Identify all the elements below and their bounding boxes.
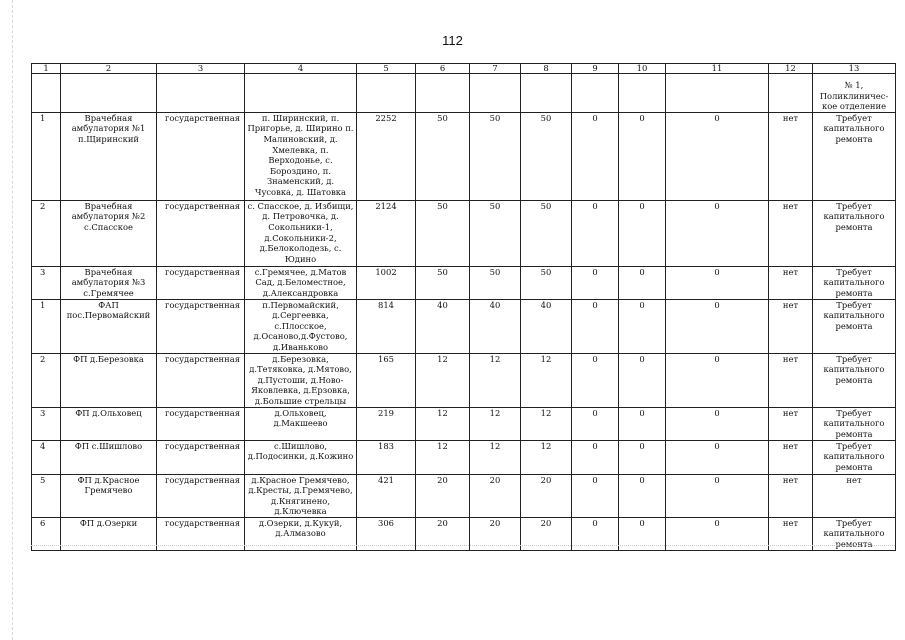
value-col6: 12 xyxy=(416,440,470,474)
value-col8: 20 xyxy=(521,474,572,517)
footer-rule xyxy=(31,545,895,546)
value-col12: нет xyxy=(769,266,813,299)
page-number: 112 xyxy=(442,33,463,48)
value-col11: 0 xyxy=(666,200,769,266)
row-number: 3 xyxy=(32,407,61,440)
served-settlements: п.Первомайский, д.Сергеевка, с.Плосское, д.Осаново,д.Фустово, д.Иваньково xyxy=(245,299,357,353)
table-row xyxy=(32,112,896,200)
facility-name: ФП д.Ольховец xyxy=(61,407,157,440)
value-col9: 0 xyxy=(572,407,619,440)
table-row xyxy=(32,353,896,407)
value-col8: 12 xyxy=(521,353,572,407)
building-condition: нет xyxy=(813,474,896,517)
population-served: 306 xyxy=(357,517,416,550)
value-col8: 12 xyxy=(521,407,572,440)
value-col12: нет xyxy=(769,112,813,200)
value-col7: 50 xyxy=(470,112,521,200)
value-col6: 12 xyxy=(416,353,470,407)
population-served: 219 xyxy=(357,407,416,440)
ownership-type: государственная xyxy=(157,517,245,550)
building-condition: Требует капитального ремонта xyxy=(813,266,896,299)
facility-name: ФАП пос.Первомайский xyxy=(61,299,157,353)
value-col10: 0 xyxy=(619,299,666,353)
column-number: 9 xyxy=(572,64,619,74)
value-col12: нет xyxy=(769,353,813,407)
column-number: 6 xyxy=(416,64,470,74)
value-col8: 50 xyxy=(521,112,572,200)
served-settlements: д.Красное Гремячево, д.Кресты, д.Гремячево, д.Княгинено, д.Ключевка xyxy=(245,474,357,517)
building-condition: Требует капитального ремонта xyxy=(813,353,896,407)
value-col9: 0 xyxy=(572,112,619,200)
table-row xyxy=(32,200,896,266)
value-col12: нет xyxy=(769,407,813,440)
value-col7: 50 xyxy=(470,200,521,266)
served-settlements: п. Ширинский, п. Пригорье, д. Ширино п. Малиновский, д. Хмелевка, п. Верходонье, с. Бороздино, п. Знаменский, д. Чусовка, д. Шатовка xyxy=(245,112,357,200)
facilities-table xyxy=(31,63,896,551)
column-number-row xyxy=(32,64,896,74)
ownership-type: государственная xyxy=(157,474,245,517)
value-col10: 0 xyxy=(619,407,666,440)
value-col10: 0 xyxy=(619,353,666,407)
value-col12: нет xyxy=(769,200,813,266)
ownership-type: государственная xyxy=(157,407,245,440)
served-settlements: с.Шишлово, д.Подосинки, д.Кожино xyxy=(245,440,357,474)
value-col11: 0 xyxy=(666,112,769,200)
value-col11: 0 xyxy=(666,299,769,353)
value-col9: 0 xyxy=(572,517,619,550)
population-served: 2252 xyxy=(357,112,416,200)
served-settlements: с.Гремячее, д.Матов Сад, д.Беломестное, д.Александровка xyxy=(245,266,357,299)
row-number: 5 xyxy=(32,474,61,517)
column-number: 7 xyxy=(470,64,521,74)
value-col6: 50 xyxy=(416,112,470,200)
column-number: 2 xyxy=(61,64,157,74)
row-number: 1 xyxy=(32,112,61,200)
building-condition: Требует капитального ремонта xyxy=(813,112,896,200)
column-number: 5 xyxy=(357,64,416,74)
table-row xyxy=(32,440,896,474)
row-number: 2 xyxy=(32,200,61,266)
table-row xyxy=(32,407,896,440)
row-number: 3 xyxy=(32,266,61,299)
facility-name: Врачебная амбулатория №2 с.Спасское xyxy=(61,200,157,266)
ownership-type: государственная xyxy=(157,440,245,474)
value-col12: нет xyxy=(769,517,813,550)
section-row xyxy=(32,74,896,113)
building-condition: Требует капитального ремонта xyxy=(813,407,896,440)
value-col11: 0 xyxy=(666,266,769,299)
column-number: 4 xyxy=(245,64,357,74)
value-col10: 0 xyxy=(619,517,666,550)
ownership-type: государственная xyxy=(157,200,245,266)
page-margin-line xyxy=(12,0,13,640)
building-condition: Требует капитального ремонта xyxy=(813,517,896,550)
facility-name: Врачебная амбулатория №3 с.Гремячее xyxy=(61,266,157,299)
population-served: 421 xyxy=(357,474,416,517)
value-col9: 0 xyxy=(572,299,619,353)
facility-name: ФП д.Озерки xyxy=(61,517,157,550)
value-col10: 0 xyxy=(619,440,666,474)
ownership-type: государственная xyxy=(157,112,245,200)
population-served: 1002 xyxy=(357,266,416,299)
served-settlements: д.Ольховец, д.Макшеево xyxy=(245,407,357,440)
value-col12: нет xyxy=(769,440,813,474)
population-served: 2124 xyxy=(357,200,416,266)
table-row xyxy=(32,266,896,299)
value-col11: 0 xyxy=(666,353,769,407)
column-number: 1 xyxy=(32,64,61,74)
value-col7: 40 xyxy=(470,299,521,353)
value-col6: 20 xyxy=(416,517,470,550)
value-col8: 12 xyxy=(521,440,572,474)
building-condition: Требует капитального ремонта xyxy=(813,200,896,266)
value-col6: 40 xyxy=(416,299,470,353)
value-col11: 0 xyxy=(666,517,769,550)
ownership-type: государственная xyxy=(157,299,245,353)
value-col8: 50 xyxy=(521,266,572,299)
value-col10: 0 xyxy=(619,474,666,517)
column-number: 3 xyxy=(157,64,245,74)
value-col7: 12 xyxy=(470,353,521,407)
row-number: 2 xyxy=(32,353,61,407)
building-condition: Требует капитального ремонта xyxy=(813,440,896,474)
column-number: 11 xyxy=(666,64,769,74)
value-col12: нет xyxy=(769,299,813,353)
served-settlements: д.Березовка, д.Тетяковка, д.Мятово, д.Пустоши, д.Ново-Яковлевка, д.Ерзовка, д.Большие стрельцы xyxy=(245,353,357,407)
value-col7: 50 xyxy=(470,266,521,299)
value-col6: 50 xyxy=(416,266,470,299)
value-col8: 20 xyxy=(521,517,572,550)
row-number: 1 xyxy=(32,299,61,353)
facility-name: Врачебная амбулатория №1 п.Щиринский xyxy=(61,112,157,200)
value-col9: 0 xyxy=(572,200,619,266)
facility-name: ФП с.Шишлово xyxy=(61,440,157,474)
value-col8: 40 xyxy=(521,299,572,353)
population-served: 814 xyxy=(357,299,416,353)
served-settlements: с. Спасское, д. Избищи, д. Петровочка, д. Сокольники-1, д.Сокольники-2, д.Белоколодезь, с. Юдино xyxy=(245,200,357,266)
facility-name: ФП д.Березовка xyxy=(61,353,157,407)
value-col8: 50 xyxy=(521,200,572,266)
value-col10: 0 xyxy=(619,266,666,299)
value-col11: 0 xyxy=(666,474,769,517)
value-col11: 0 xyxy=(666,407,769,440)
column-number: 8 xyxy=(521,64,572,74)
value-col9: 0 xyxy=(572,440,619,474)
ownership-type: государственная xyxy=(157,266,245,299)
value-col9: 0 xyxy=(572,474,619,517)
value-col7: 20 xyxy=(470,474,521,517)
value-col11: 0 xyxy=(666,440,769,474)
population-served: 183 xyxy=(357,440,416,474)
value-col7: 12 xyxy=(470,440,521,474)
building-condition: Требует капитального ремонта xyxy=(813,299,896,353)
ownership-type: государственная xyxy=(157,353,245,407)
value-col7: 12 xyxy=(470,407,521,440)
value-col6: 20 xyxy=(416,474,470,517)
section-note: № 1, Поликлиничес-кое отделение xyxy=(813,74,896,113)
value-col6: 50 xyxy=(416,200,470,266)
value-col12: нет xyxy=(769,474,813,517)
value-col10: 0 xyxy=(619,112,666,200)
row-number: 6 xyxy=(32,517,61,550)
row-number: 4 xyxy=(32,440,61,474)
value-col6: 12 xyxy=(416,407,470,440)
facility-name: ФП д.Красное Гремячево xyxy=(61,474,157,517)
value-col10: 0 xyxy=(619,200,666,266)
table-row xyxy=(32,299,896,353)
population-served: 165 xyxy=(357,353,416,407)
column-number: 10 xyxy=(619,64,666,74)
column-number: 13 xyxy=(813,64,896,74)
column-number: 12 xyxy=(769,64,813,74)
table-row xyxy=(32,474,896,517)
value-col7: 20 xyxy=(470,517,521,550)
served-settlements: д.Озерки, д.Кукуй, д.Алмазово xyxy=(245,517,357,550)
value-col9: 0 xyxy=(572,266,619,299)
value-col9: 0 xyxy=(572,353,619,407)
